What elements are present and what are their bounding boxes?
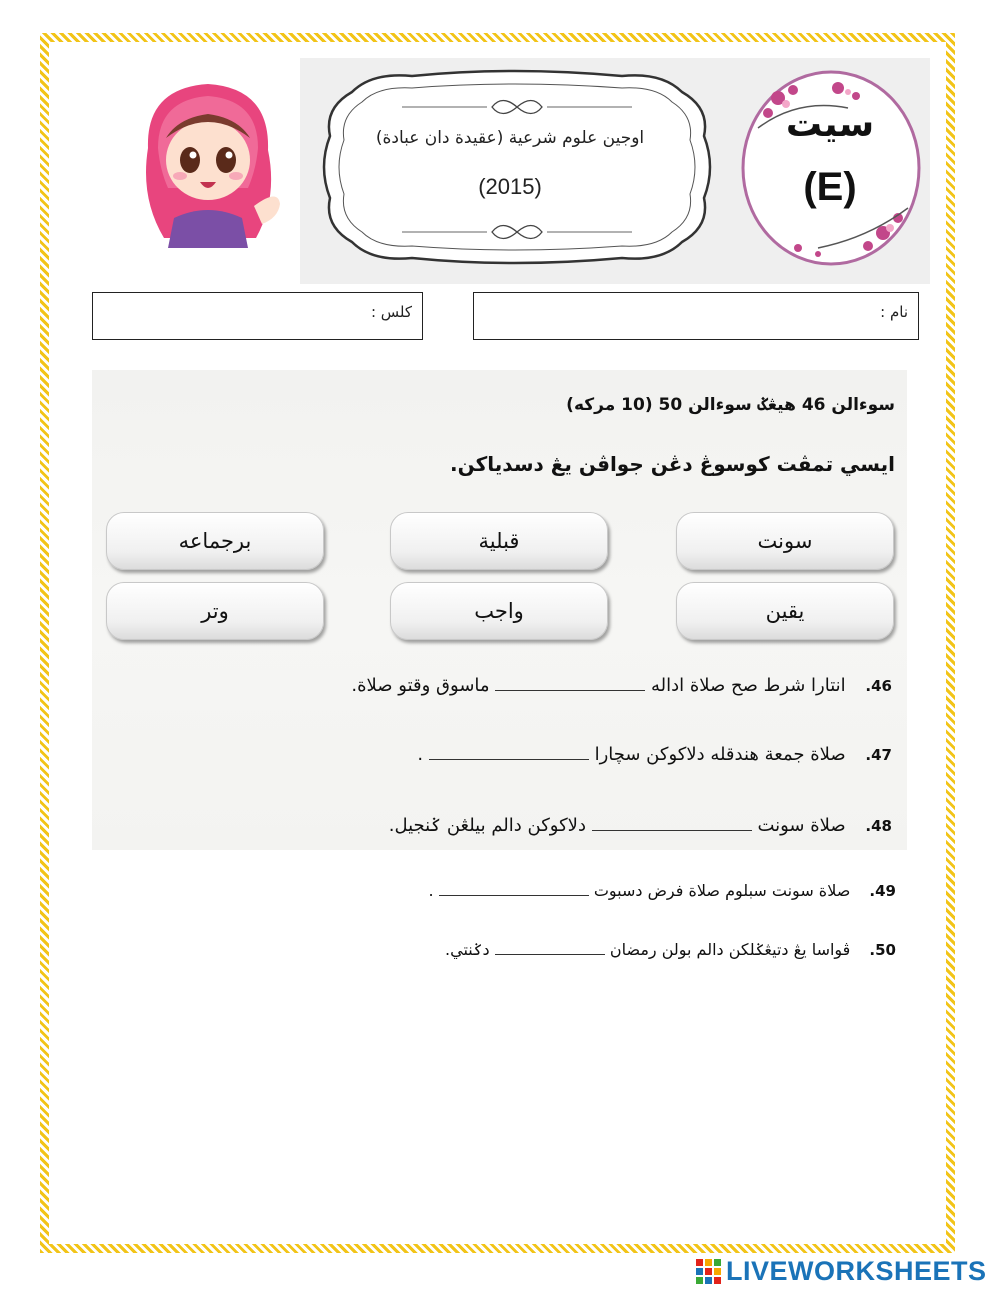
question-text-after: ماسوق وقتو صلاة. (351, 675, 490, 696)
answer-blank[interactable] (429, 745, 589, 760)
liveworksheets-logo (696, 1256, 987, 1287)
question-text-after: دلاكوكن دالم بيلڠن ݢنجيل. (388, 815, 586, 836)
word-option[interactable]: واجب (390, 582, 608, 640)
question-text-after: . (417, 744, 424, 765)
class-field[interactable] (92, 292, 423, 340)
word-option[interactable]: سونت (676, 512, 894, 570)
word-option[interactable]: قبلية (390, 512, 608, 570)
name-label: نام : (880, 303, 908, 321)
question-46 (351, 675, 892, 696)
answer-blank[interactable] (495, 676, 645, 691)
answer-blank[interactable] (439, 882, 589, 896)
word-option[interactable]: وتر (106, 582, 324, 640)
question-text-after: دݢنتي. (445, 940, 490, 959)
answer-blank[interactable] (592, 816, 752, 831)
question-text-before: صلاة سونت (757, 815, 846, 836)
question-number: 47. (865, 746, 892, 764)
question-50 (445, 940, 896, 959)
question-text-before: انتارا شرط صح صلاة اداله (651, 675, 846, 696)
hijab-girl-illustration (128, 78, 288, 250)
exam-title: اوجين علوم شرعية (عقيدة دان عبادة) (375, 128, 645, 148)
set-label: سيت (785, 104, 875, 145)
title-plaque (312, 62, 722, 272)
question-number: 48. (865, 817, 892, 835)
logo-text: LIVEWORKSHEETS (726, 1256, 987, 1286)
logo-grid-icon (696, 1259, 722, 1285)
question-48 (389, 815, 892, 836)
section-heading: سوءالن 46 هيڠݢ سوءالن 50 (10 مركه) (566, 395, 895, 415)
question-number: 49. (869, 882, 896, 900)
class-label: كلس : (370, 303, 412, 321)
question-text-before: ڤواسا يڠ دتيڠݢلكن دالم بولن رمضان (609, 940, 851, 959)
word-option[interactable]: يقين (676, 582, 894, 640)
question-text-after: . (428, 881, 434, 900)
question-number: 46. (865, 677, 892, 695)
question-49 (429, 881, 896, 900)
name-field[interactable] (473, 292, 919, 340)
question-47 (417, 744, 892, 765)
section-instruction: ايسي تمڤت كوسوڠ دڠن جواڤن يڠ دسدياكن. (450, 452, 895, 476)
word-option[interactable]: برجماعه (106, 512, 324, 570)
exam-year: (2015) (478, 174, 542, 199)
question-text-before: صلاة جمعة هندقله دلاكوكن سچارا (594, 744, 846, 765)
question-text-before: صلاة سونت سبلوم صلاة فرض دسبوت (593, 881, 851, 900)
set-letter: (E) (803, 165, 857, 209)
answer-blank[interactable] (495, 941, 605, 955)
question-number: 50. (869, 941, 896, 959)
